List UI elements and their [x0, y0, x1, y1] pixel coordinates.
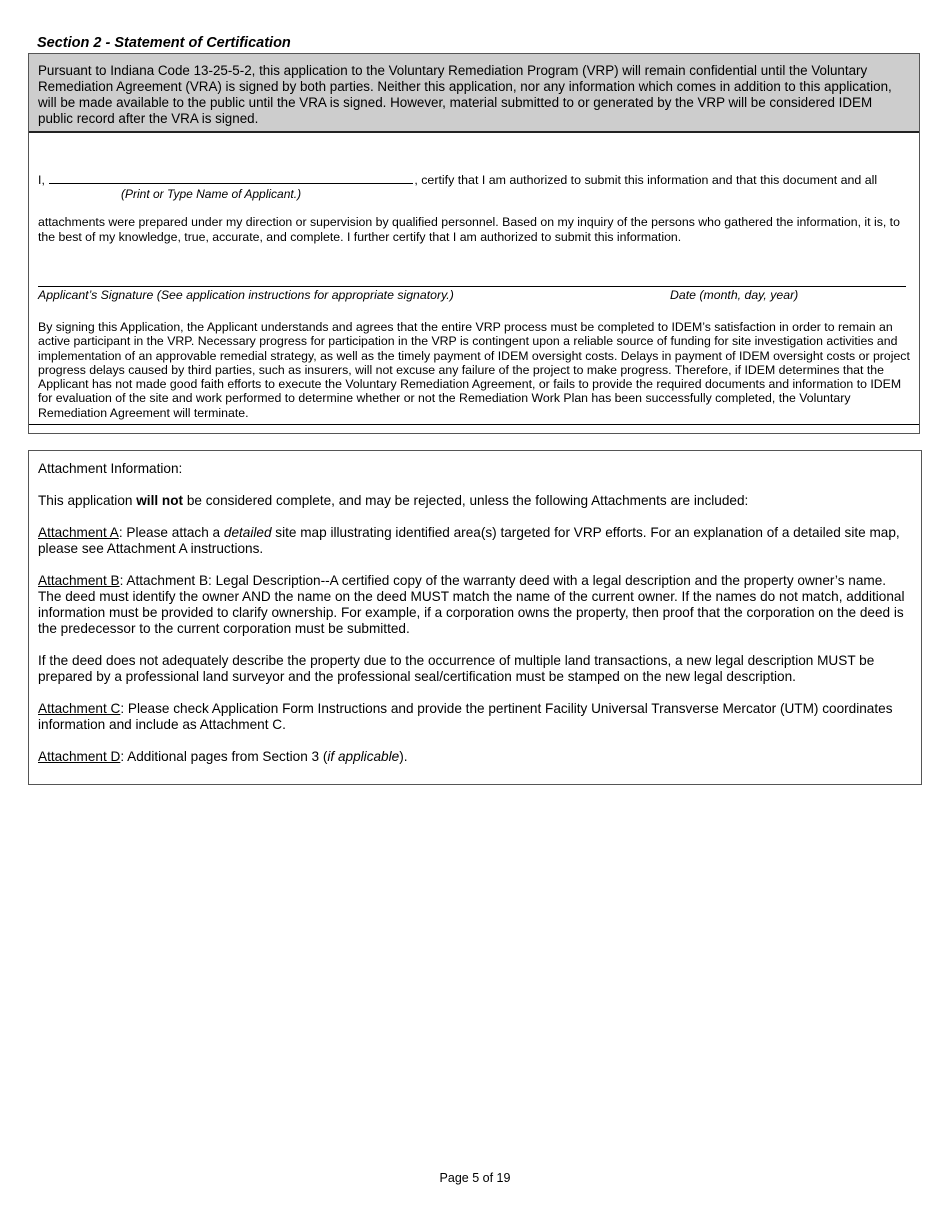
section-title: Section 2 - Statement of Certification — [37, 35, 291, 51]
attachment-b-extra: If the deed does not adequately describe the property due to the occurrence of multiple land transactions, a new legal description MUST be prepared by a professional land surveyor and the professional seal/certification must be stamped on the new legal description. — [38, 653, 875, 684]
attachment-d-text-rest: ). — [399, 749, 408, 764]
intro-text: This application — [38, 493, 137, 508]
date-caption: Date (month, day, year) — [670, 288, 799, 302]
attachment-a-text: : Please attach a — [118, 525, 224, 540]
attestation-text: attachments were prepared under my direction or supervision by qualified personnel. Based on my inquiry of the persons who gathered the information, it is, to the best of my knowledge, true, accurate, and complete. I further certify that I am authorized to submit this information. — [38, 215, 900, 244]
attachment-c-text: : Please check Application Form Instructions and provide the pertinent Facility Universal Transverse Mercator (UTM) coordinates information and include as Attachment C. — [38, 701, 893, 732]
intro-bold: will not — [136, 493, 184, 508]
attachment-b-text: : Attachment B: Legal Description--A certified copy of the warranty deed with a legal description and the property owner’s name. The deed must identify the owner AND the name on the deed MUST match the name of the current owner. If the names do not match, additional information must be provided to clarify ownership. For example, if a corporation owns the property, then proof that the corporation on the deed is the predecessor to the current corporation must be submitted. — [38, 573, 905, 636]
applicant-name-field[interactable] — [49, 172, 413, 184]
attachment-info-box — [28, 450, 922, 785]
attachment-b — [38, 573, 912, 637]
attachment-a — [38, 525, 912, 557]
attachment-c-label: Attachment C — [38, 701, 121, 716]
attachment-intro — [38, 493, 912, 509]
divider — [29, 424, 919, 425]
cert-suffix: , certify that I am authorized to submit this information and that this document and all — [414, 173, 878, 187]
confidentiality-notice: Pursuant to Indiana Code 13-25-5-2, this application to the Voluntary Remediation Program (VRP) will remain confidential until the Voluntary Remediation Agreement (VRA) is signed by both parties. Neither this application, nor any information which comes in addition to this application, will be made available to the public until the VRA is signed. However, material submitted to or generated by the VRP will be considered IDEM public record after the VRA is signed. — [29, 54, 919, 133]
intro-text-rest: be considered complete, and may be rejected, unless the following Attachments are included: — [183, 493, 749, 508]
attachment-d-emphasis: if applicable — [327, 749, 400, 764]
attachment-a-text-rest: site map illustrating identified area(s) targeted for VRP efforts. For an explanation of a detailed site map, please see Attachment A instructions. — [38, 525, 900, 556]
applicant-name-caption: (Print or Type Name of Applicant.) — [121, 187, 302, 201]
applicant-certification-line — [38, 172, 877, 187]
signature-caption: Applicant’s Signature (See application instructions for appropriate signatory.) — [38, 288, 454, 302]
cert-prefix: I, — [38, 173, 45, 187]
signature-line[interactable] — [38, 286, 906, 287]
attachment-a-label: Attachment A — [38, 525, 119, 540]
attachment-d — [38, 749, 912, 765]
attachment-a-emphasis: detailed — [223, 525, 272, 540]
attachment-d-text: : Additional pages from Section 3 ( — [120, 749, 328, 764]
attachment-c — [38, 701, 912, 733]
page-number: Page 5 of 19 — [439, 1171, 511, 1185]
agreement-text: By signing this Application, the Applicant understands and agrees that the entire VRP process must be completed to IDEM’s satisfaction in order to remain an active participant in the VRP. Necessary progress for participation in the VRP is contingent upon a reliable source of funding for site investigation activities and implementation of an approvable remedial strategy, as well as the timely payment of IDEM oversight costs. Delays in payment of IDEM oversight costs or project progress delays caused by third parties, such as insurers, will not excuse any failure of the project to make progress. Therefore, if IDEM determines that the Applicant has not made good faith efforts to execute the Voluntary Remediation Agreement, or fails to provide the required documents and information to IDEM for evaluation of the site and work performed to determine whether or not the Remediation Work Plan has been successfully completed, the Voluntary Remediation Agreement will terminate. — [38, 320, 910, 420]
attachment-heading: Attachment Information: — [38, 461, 183, 476]
certification-box — [28, 53, 920, 434]
attachment-b-label: Attachment B — [38, 573, 120, 588]
attachment-d-label: Attachment D — [38, 749, 121, 764]
